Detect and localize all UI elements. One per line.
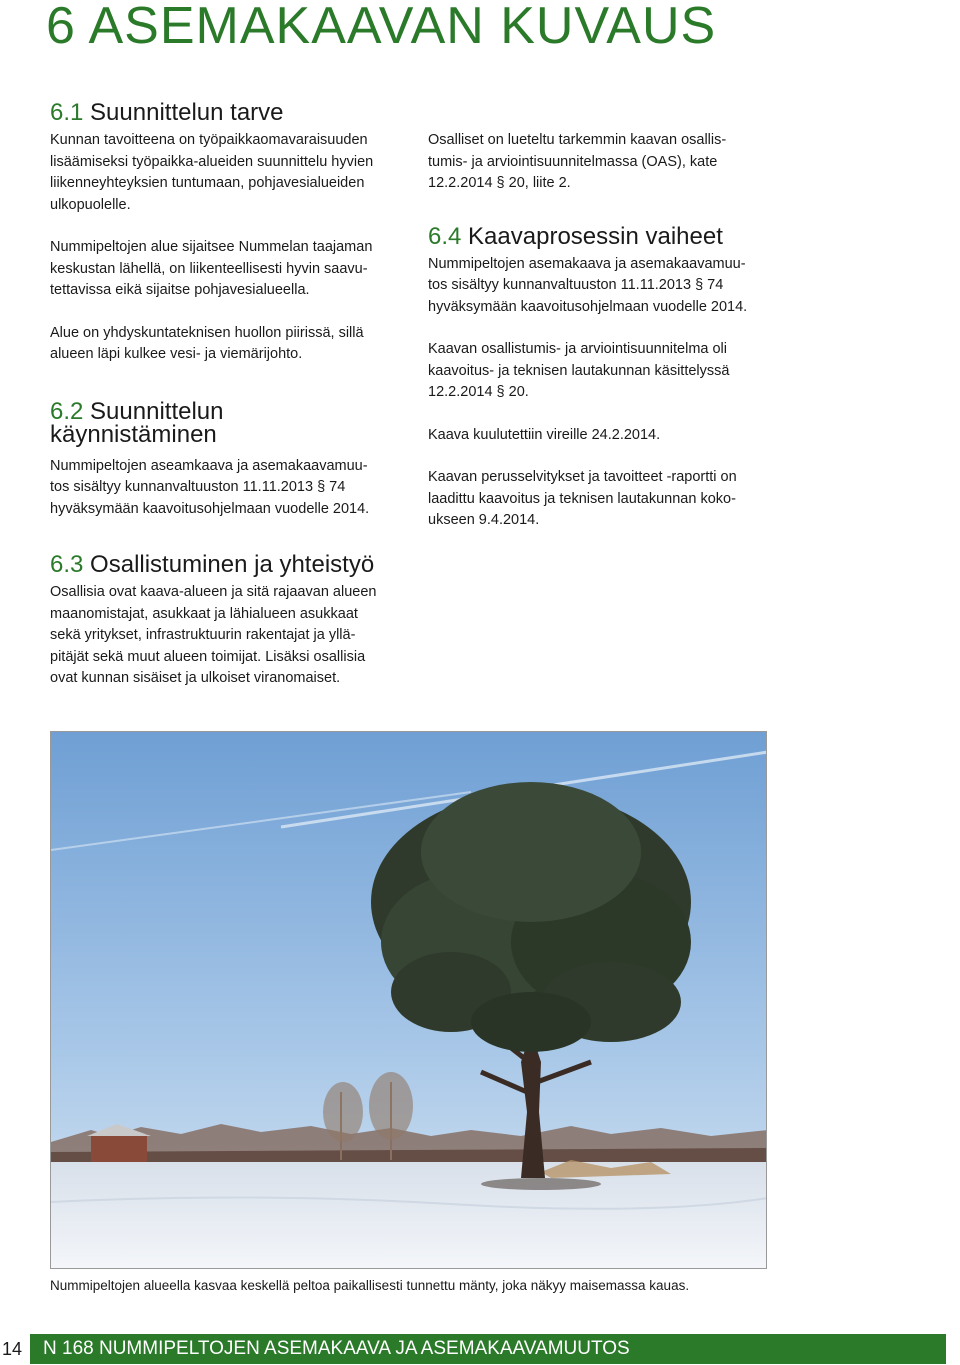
footer-publication-title: N 168 NUMMIPELTOJEN ASEMAKAAVA JA ASEMAKAAVAMUUTOS bbox=[30, 1334, 946, 1364]
paragraph: Kaavan osallistumis- ja arviointisuunnitelma oli kaavoitus- ja teknisen lautakunnan käsittelyssä 12.2.2014 § 20. bbox=[428, 341, 730, 400]
page-number: 14 bbox=[2, 1339, 23, 1359]
paragraph: Nummipeltojen alue sijaitsee Nummelan taajaman keskustan lähellä, on liikenteellisesti hyvin saavu- tettavissa eikä sijaitse pohjavesialueella. bbox=[50, 239, 373, 298]
paragraph: Kaavan perusselvitykset ja tavoitteet -raportti on laadittu kaavoitus ja teknisen lautakunnan koko- ukseen 9.4.2014. bbox=[428, 469, 737, 528]
heading-number: 6.4 bbox=[428, 222, 462, 250]
pine-tree-photo bbox=[50, 731, 767, 1269]
figure-caption: Nummipeltojen alueella kasvaa keskellä peltoa paikallisesti tunnettu mänty, joka näkyy maisemassa kauas. bbox=[50, 1278, 690, 1293]
heading-6-4 bbox=[428, 222, 773, 250]
left-column bbox=[50, 96, 395, 690]
paragraph: Kaava kuulutettiin vireille 24.2.2014. bbox=[428, 426, 661, 443]
paragraph: Nummipeltojen asemakaava ja asemakaavamuu- tos sisältyy kunnanvaltuuston 11.11.2013 § 74 hyväksymään kaavoitusohjelmaan vuodelle 2014. bbox=[428, 255, 748, 315]
heading-number: 6.1 bbox=[50, 99, 84, 126]
heading-number: 6.2 bbox=[50, 397, 84, 425]
paragraph: Osalliset on lueteltu tarkemmin kaavan osallis- tumis- ja arviointisuunnitelmassa (OAS), kate 12.2.2014 § 20, liite 2. bbox=[428, 132, 727, 191]
right-column bbox=[428, 130, 773, 532]
heading-6-3 bbox=[50, 553, 395, 576]
heading-6-1 bbox=[50, 101, 395, 124]
page-title: 6 ASEMAKAAVAN KUVAUS bbox=[46, 0, 717, 55]
paragraph: Alue on yhdyskuntateknisen huollon piirissä, sillä alueen läpi kulkee vesi- ja viemärijohto. bbox=[50, 324, 364, 362]
paragraph: Nummipeltojen aseamkaava ja asemakaavamuu- tos sisältyy kunnanvaltuuston 11.11.2013 § 74 hyväksymään kaavoitusohjelmaan vuodelle 2014. bbox=[50, 457, 370, 517]
heading-text: Osallistuminen ja yhteistyö bbox=[90, 551, 375, 578]
heading-text: Suunnittelun bbox=[90, 397, 224, 425]
heading-text: Kaavaprosessin vaiheet bbox=[468, 222, 723, 250]
paragraph: Osallisia ovat kaava-alueen ja sitä rajaavan alueen maanomistajat, asukkaat ja lähialueen asukkaat sekä yritykset, infrastruktuurin rakentajat ja yllä- pitäjät sekä muut alueen toimijat. Lisäksi osallisia ovat kunnan sisäiset ja ulkoiset viranomaiset. bbox=[50, 584, 377, 686]
heading-number: 6.3 bbox=[50, 551, 84, 578]
heading-6-2 bbox=[50, 397, 395, 448]
heading-text: Suunnittelun tarve bbox=[90, 99, 284, 126]
paragraph: Kunnan tavoitteena on työpaikkaomavaraisuuden lisäämiseksi työpaikka-alueiden suunnittelu hyvien liikenneyhteyksien tuntumaan, pohjavesialueiden ulkopuolelle. bbox=[50, 132, 374, 213]
heading-text: käynnistäminen bbox=[50, 420, 217, 448]
